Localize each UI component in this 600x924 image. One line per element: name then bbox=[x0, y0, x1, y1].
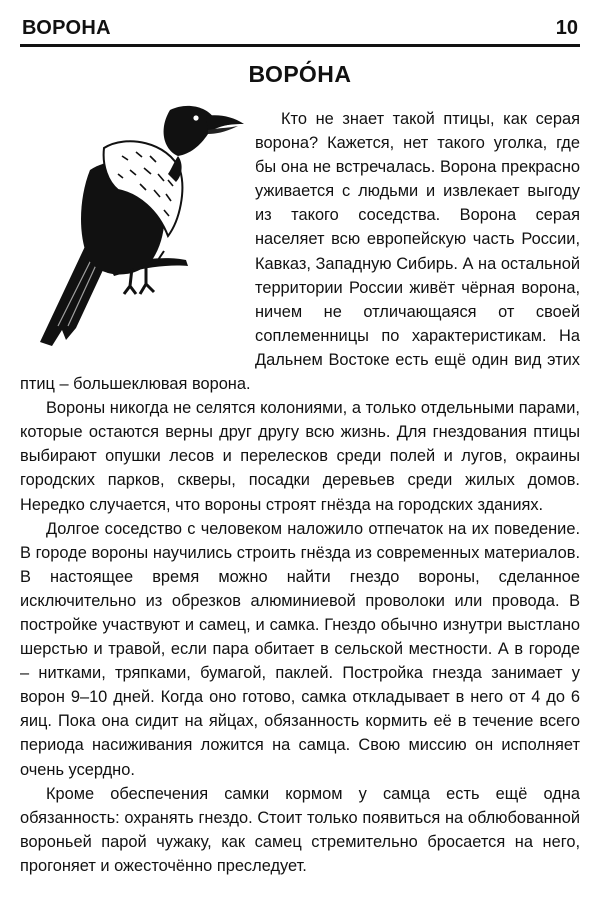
paragraph: Вороны никогда не селятся колониями, а только отдельными парами, которые остаются верны друг другу всю жизнь. Для гнездования птицы выбирают опушки лесов и перелесков среди полей и лугов, окраины городских парков, скверы, посадки деревьев среди жилых домов. Нередко случается, что вороны строят гнёзда на городских зданиях. bbox=[20, 399, 580, 514]
paragraph: Кто не знает такой птицы, как серая ворона? Кажется, нет такого уголка, где бы она не встречалась. Ворона прекрасно уживается с людьми и извлекает выгоду из такого соседства. Ворона серая населяет всю европейскую часть России, Кавказ, Западную Сибирь. А на остальной территории России живёт чёрная ворона, ничем не отличающаяся от своей соплеменницы по характеристикам. На Дальнем Востоке есть ещё один вид этих птиц – большеклювая ворона. bbox=[20, 110, 580, 394]
paragraph: Долгое соседство с человеком наложило отпечаток на их поведение. В городе вороны научились строить гнёзда из современных материалов. В настоящее время можно найти гнездо вороны, сделанное исключительно из обрезков алюминиевой проволоки или провода. В постройке участвуют и самец, и самка. Гнездо обычно изнутри выстлано шерстью и травой, если пара обитает в сельской местности. А в городе – нитками, тряпками, бумагой, паклей. Постройка гнезда занимает у ворон 9–10 дней. Когда оно готово, самка откладывает в него от 4 до 6 яиц. Пока она сидит на яйцах, обязанность кормить её в течение всего периода насиживания ложится на самца. Свою миссию он исполняет очень усердно. bbox=[20, 519, 580, 779]
page-header bbox=[20, 14, 580, 47]
illustration-float-space bbox=[20, 107, 255, 361]
article-title: ВОРО́НА bbox=[248, 61, 352, 87]
article-body bbox=[20, 107, 580, 878]
paragraph: Кроме обеспечения самки кормом у самца есть ещё одна обязанность: охранять гнездо. Стоит только появиться на облюбованной вороньей парой чужаку, как самец стремительно бросается на него, прогоняет и ожесточённо преследует. bbox=[20, 784, 580, 875]
running-title: ВОРОНА bbox=[22, 17, 111, 39]
page-number: 10 bbox=[555, 17, 578, 39]
